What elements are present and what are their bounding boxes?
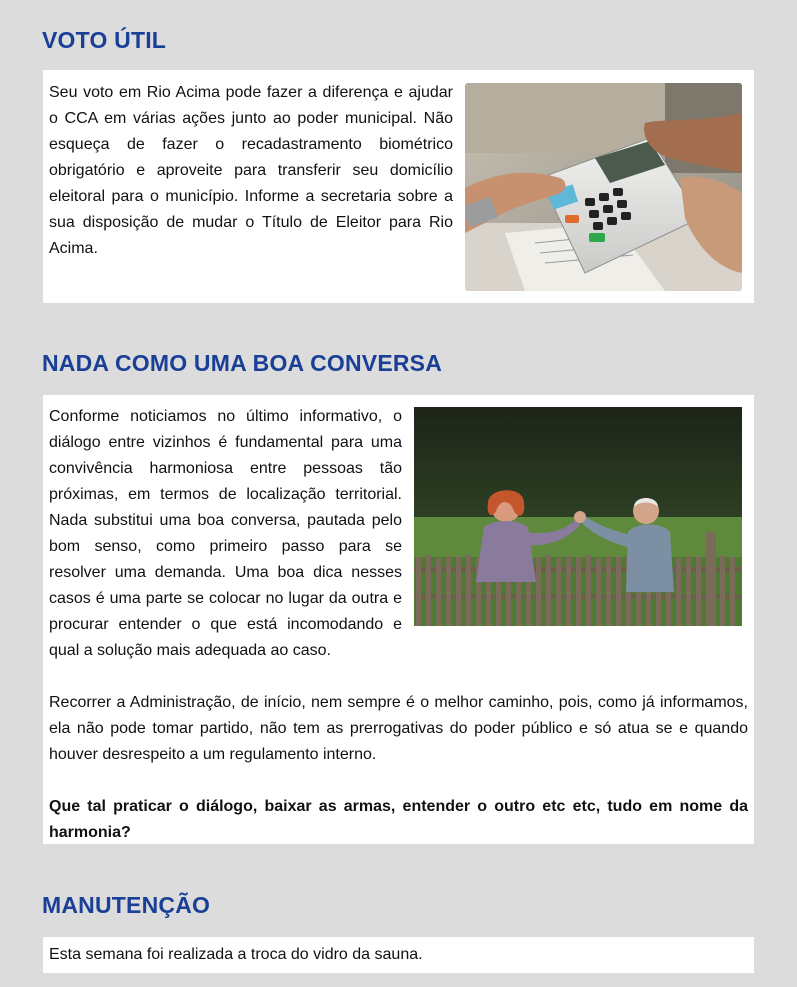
section-text-boa-conversa-1: Conforme noticiamos no último informativo, o diálogo entre vizinhos é fundamental para uma convivência harmoniosa entre pessoas tão próximas, em termos de localização territorial. Nada substitui uma boa conversa, pautada pelo bom senso, como primeiro passo para se resolver uma demanda. Uma boa dica nesses casos é uma parte se colocar no lugar da outra e procurar entender o que está incomodando e qual a solução mais adequada ao caso. (49, 408, 402, 659)
neighbors-image (414, 407, 742, 626)
section-box-manutencao (43, 937, 754, 973)
section-text-boa-conversa-3: Que tal praticar o diálogo, baixar as armas, entender o outro etc etc, tudo em nome da harmonia? (49, 798, 748, 841)
voting-machine-photo (465, 83, 742, 291)
section-text-boa-conversa-2: Recorrer a Administração, de início, nem sempre é o melhor caminho, pois, como já informamos, ela não pode tomar partido, não tem as prerrogativas do poder público e só atua se e quando houver desrespeito a um regulamento interno. (49, 694, 748, 763)
neighbors-handshake-photo (414, 407, 742, 626)
section-title-voto-util: VOTO ÚTIL (42, 27, 167, 53)
voting-machine-image (465, 83, 742, 291)
section-text-voto-util: Seu voto em Rio Acima pode fazer a diferença e ajudar o CCA em várias ações junto ao poder municipal. Não esqueça de fazer o recadastramento biométrico obrigatório e aproveite para transferir seu domicílio eleitoral para o município. Informe a secretaria sobre a sua disposição de mudar o Título de Eleitor para Rio Acima. (49, 84, 453, 257)
section-box-boa-conversa (43, 395, 754, 844)
section-text-manutencao: Esta semana foi realizada a troca do vidro da sauna. (49, 946, 423, 963)
section-title-boa-conversa: NADA COMO UMA BOA CONVERSA (42, 350, 443, 376)
section-title-manutencao: MANUTENÇÃO (42, 892, 211, 918)
section-box-voto-util (43, 70, 754, 303)
